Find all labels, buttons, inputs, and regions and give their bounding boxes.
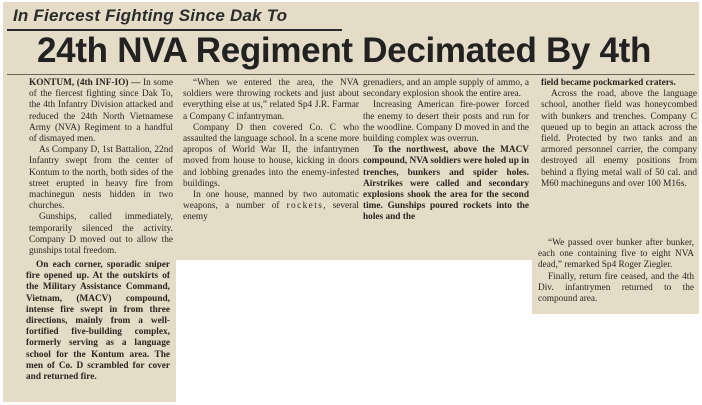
column-4 bbox=[541, 78, 697, 190]
clipping-left-continuation bbox=[3, 258, 176, 402]
paragraph: “We passed over bunker after bunker, each one containing five to eight NVA dead,” remarked Sp4 Roger Ziegler. bbox=[538, 238, 694, 271]
paragraph bbox=[29, 78, 173, 145]
headline: 24th NVA Regiment Decimated By 4th bbox=[37, 31, 652, 70]
paragraph: “When we entered the area, the NVA soldiers were throwing rockets and just about everything else at us,” related Sp4 J.R. Farmar a Company C infantryman. bbox=[183, 78, 359, 122]
column-1-continued bbox=[26, 260, 170, 383]
headline-rule bbox=[7, 74, 695, 75]
column-2 bbox=[183, 78, 359, 224]
column-3 bbox=[363, 78, 529, 224]
paragraph: To the northwest, above the MACV compound, NVA soldiers were holed up in trenches, bunkers and spider holes. Airstrikes were called and secondary explosions shook the area for the second time. Gunships poured rockets into the holes and the bbox=[363, 145, 529, 223]
paragraph-text: In some of the fiercest fighting since Dak To, the 4th Infantry Division attacked and reduced the 24th North Vietnamese Army (NVA) Regiment to a handful of dismayed men. bbox=[29, 78, 173, 145]
paragraph-text: rockets bbox=[286, 201, 324, 212]
paragraph: Gunships, called immediately, temporarily silenced the activity. Company D moved out to allow the gunships total freedom. bbox=[29, 212, 173, 257]
paragraph: grenadiers, and an ample supply of ammo, a secondary explosion shook the entire area. bbox=[363, 78, 529, 100]
paragraph: Across the road, above the language school, another field was honeycombed with bunkers and trenches. Company C queued up to begin an attack across the field. Protected by two tanks and an armored personnel carrier, the company destroyed all enemy positions from behind a flying metal wall of 50 cal. and M60 machineguns and over 100 M16s. bbox=[541, 89, 697, 189]
paragraph: Finally, return fire ceased, and the 4th Div. infantrymen returned to the compound area. bbox=[538, 271, 694, 305]
clipping-right-continuation bbox=[532, 238, 699, 314]
dateline: KONTUM, (4th INF-IO) — bbox=[29, 78, 141, 88]
paragraph: Increasing American fire-power forced the enemy to desert their posts and run for the woodline. Company D moved in and the building complex was overrun. bbox=[363, 100, 529, 145]
paragraph: Company D then covered Co. C who assaulted the language school. In a scene more apropos of World War II, the infantrymen moved from house to house, kicking in doors and lobbing grenades into the enemy-infested buildings. bbox=[183, 122, 359, 189]
paragraph: As Company D, 1st Battalion, 22nd Infantry swept from the center of Kontum to the north, both sides of the street erupted in heavy fire from machinegun nests hidden in two churches. bbox=[29, 145, 173, 212]
paragraph-text: In one house, manned by two automatic weapons, a number of bbox=[183, 190, 359, 212]
kicker: In Fiercest Fighting Since Dak To bbox=[13, 6, 288, 25]
column-4-continued bbox=[538, 238, 694, 305]
column-1 bbox=[29, 78, 173, 257]
clipping-top bbox=[3, 2, 699, 260]
paragraph: On each corner, sporadic sniper fire opened up. At the outskirts of the Military Assistance Command, Vietnam, (MACV) compound, intense fire swept in from three directions, mainly from a well-fortified five-building complex, formerly serving as a language school for the Kontum area. The men of Co. D scrambled for cover and returned fire. bbox=[26, 260, 170, 383]
paragraph: field became pockmarked craters. bbox=[541, 78, 676, 88]
paragraph bbox=[183, 190, 359, 224]
paragraph-text: , several enemy bbox=[183, 201, 359, 223]
